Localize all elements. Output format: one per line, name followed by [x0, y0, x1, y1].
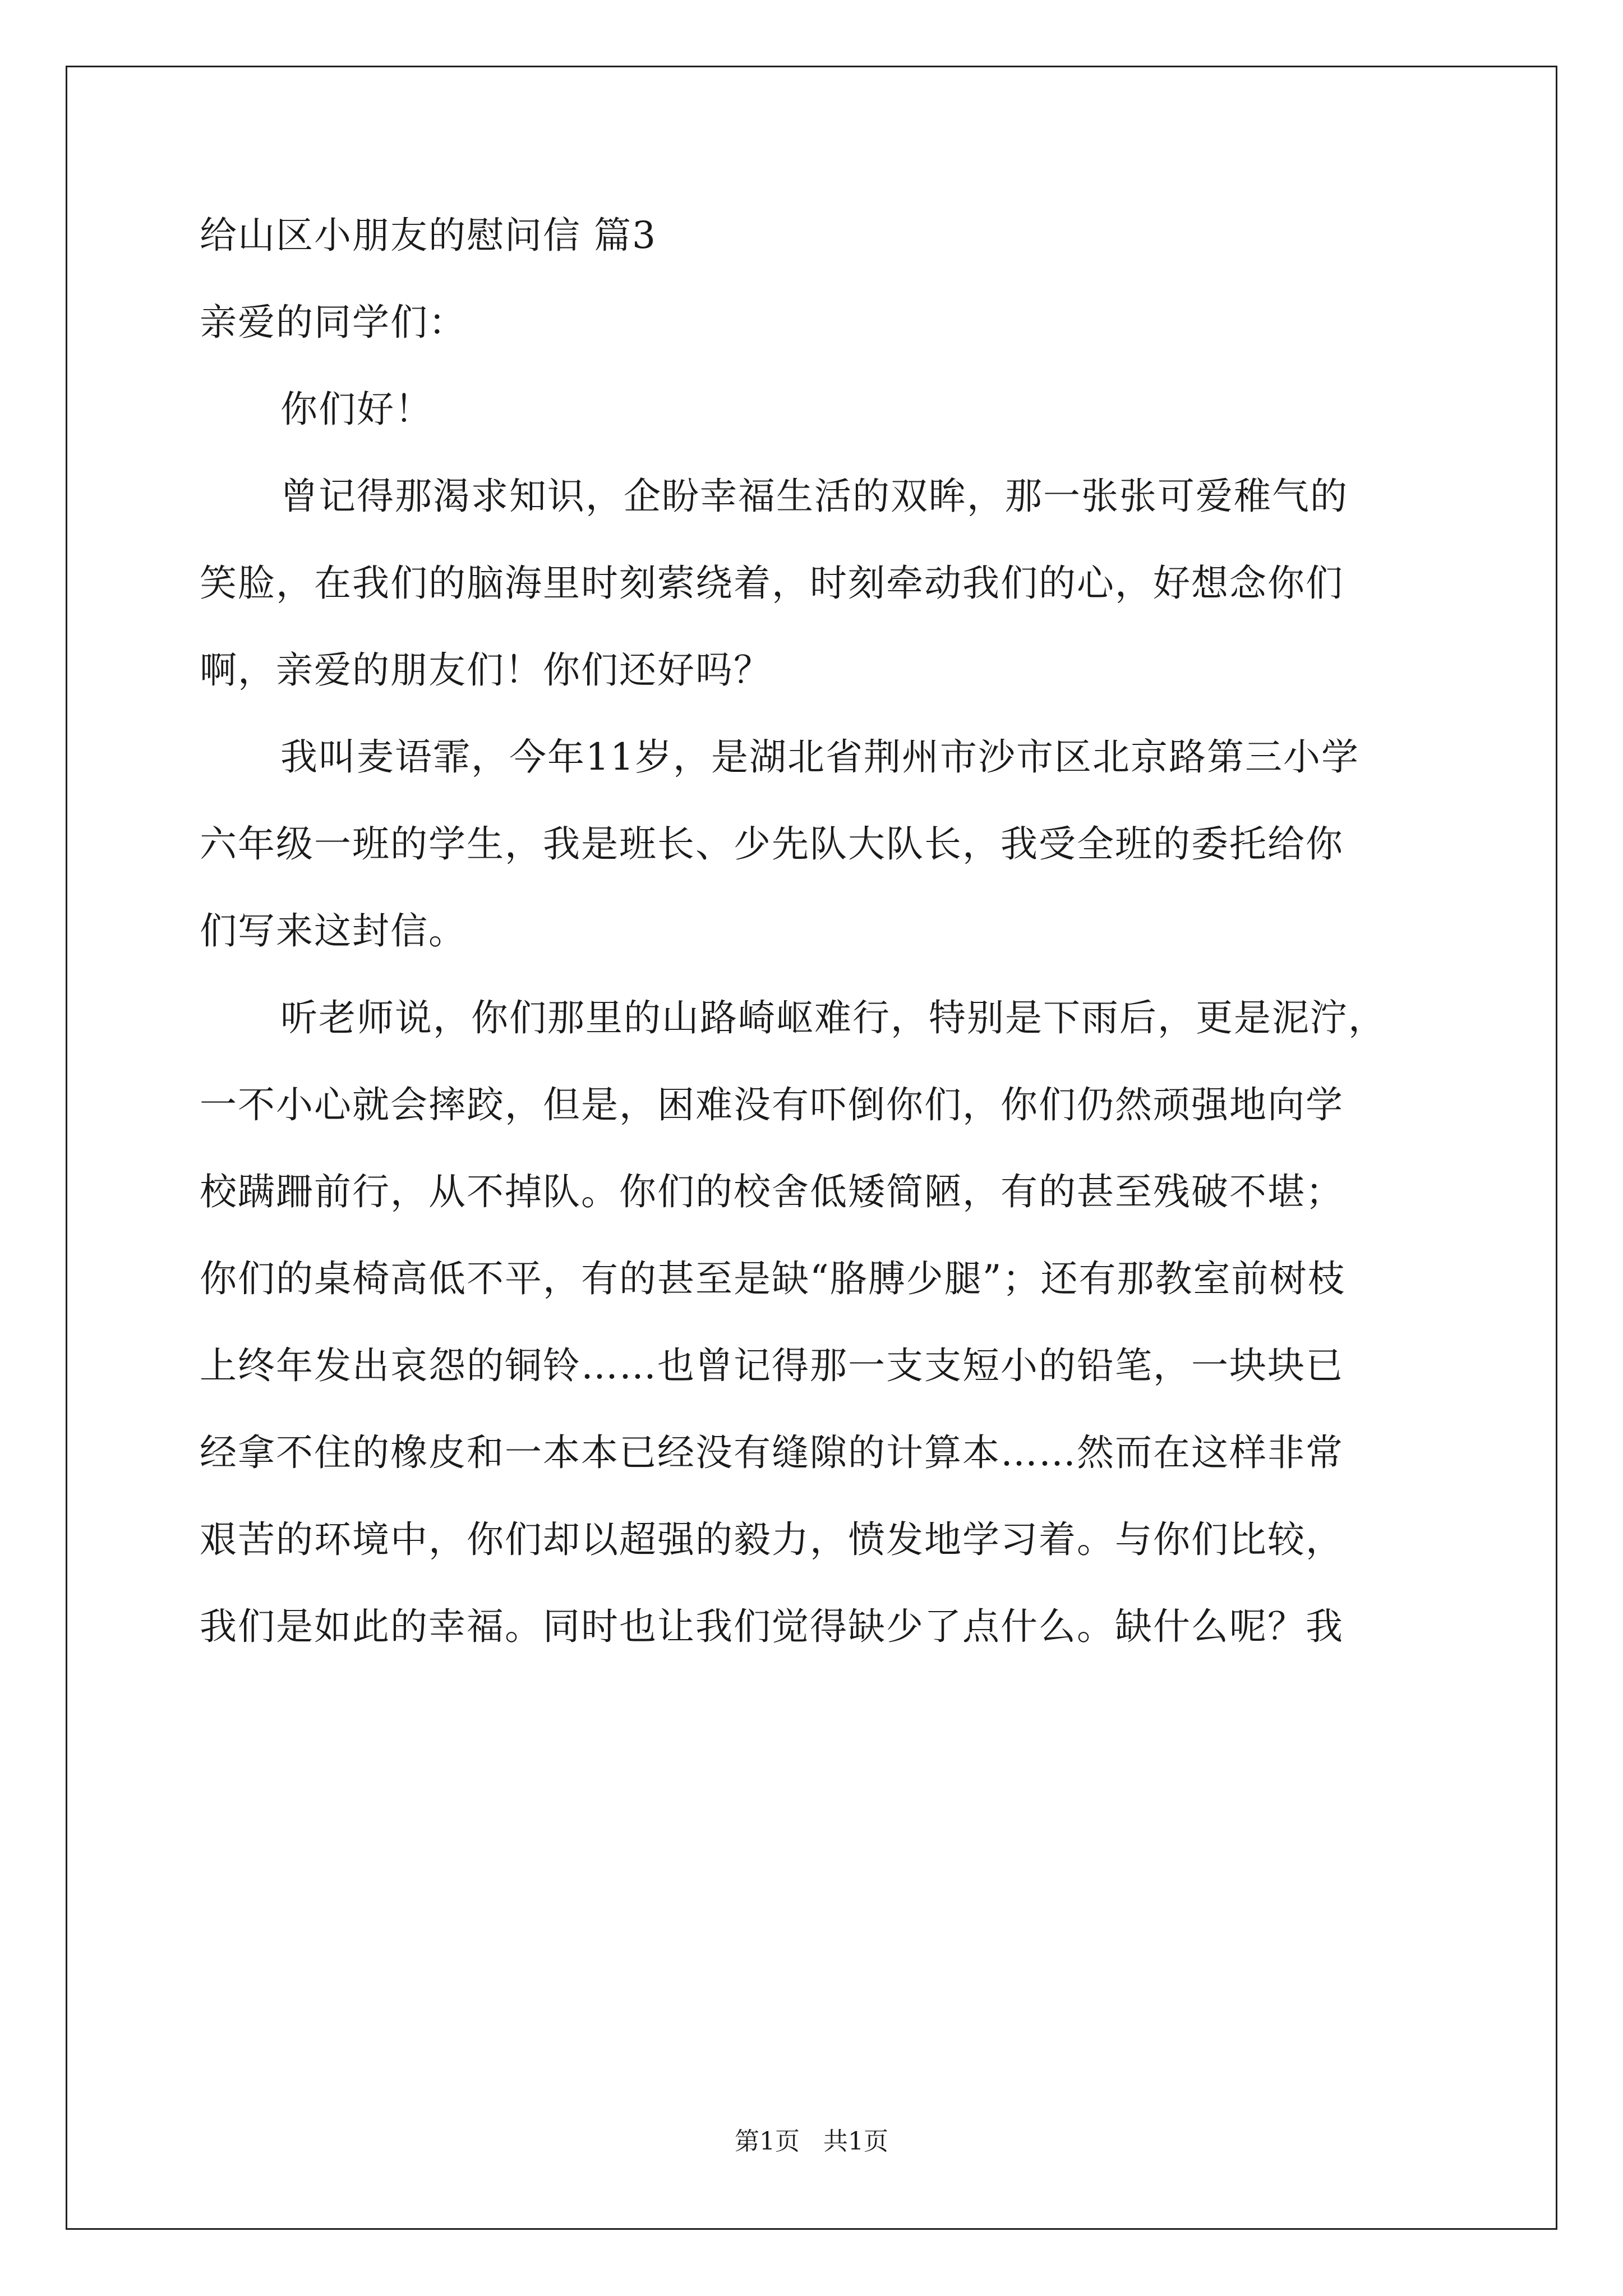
paragraph-1-line-1: 曾记得那渴求知识，企盼幸福生活的双眸，那一张张可爱稚气的: [280, 475, 1348, 518]
paragraph-3-line-1: 听老师说，你们那里的山路崎岖难行，特别是下雨后，更是泥泞，: [280, 996, 1386, 1039]
paragraph-2-line-2: 六年级一班的学生，我是班长、少先队大队长，我受全班的委托给你: [200, 822, 1344, 866]
paragraph-3-line-7: 艰苦的环境中，你们却以超强的毅力，愤发地学习着。与你们比较，: [200, 1518, 1344, 1561]
paragraph-2-line-1: 我叫麦语霏，今年11岁，是湖北省荆州市沙市区北京路第三小学: [280, 735, 1359, 779]
paragraph-3-line-5: 上终年发出哀怨的铜铃……也曾记得那一支支短小的铅笔，一块块已: [200, 1344, 1344, 1387]
paragraph-1-line-3: 啊，亲爱的朋友们！你们还好吗？: [200, 648, 772, 692]
paragraph-3-line-6: 经拿不住的橡皮和一本本已经没有缝隙的计算本……然而在这样非常: [200, 1431, 1344, 1474]
document-title: 给山区小朋友的慰问信 篇3: [200, 214, 657, 257]
greeting: 亲爱的同学们：: [200, 301, 467, 344]
paragraph-1-line-2: 笑脸，在我们的脑海里时刻萦绕着，时刻牵动我们的心，好想念你们: [200, 562, 1344, 605]
paragraph-3-line-4: 你们的桌椅高低不平，有的甚至是缺“胳膊少腿”；还有那教室前树枝: [200, 1257, 1346, 1300]
paragraph-3-line-8: 我们是如此的幸福。同时也让我们觉得缺少了点什么。缺什么呢？我: [200, 1605, 1344, 1648]
hello-line: 你们好！: [280, 388, 433, 431]
paragraph-2-line-3: 们写来这封信。: [200, 909, 467, 953]
paragraph-3-line-2: 一不小心就会摔跤，但是，困难没有吓倒你们，你们仍然顽强地向学: [200, 1083, 1344, 1126]
page-number-footer: 第1页 共1页: [735, 2127, 888, 2156]
paragraph-3-line-3: 校蹒跚前行，从不掉队。你们的校舍低矮简陋，有的甚至残破不堪；: [200, 1170, 1344, 1213]
